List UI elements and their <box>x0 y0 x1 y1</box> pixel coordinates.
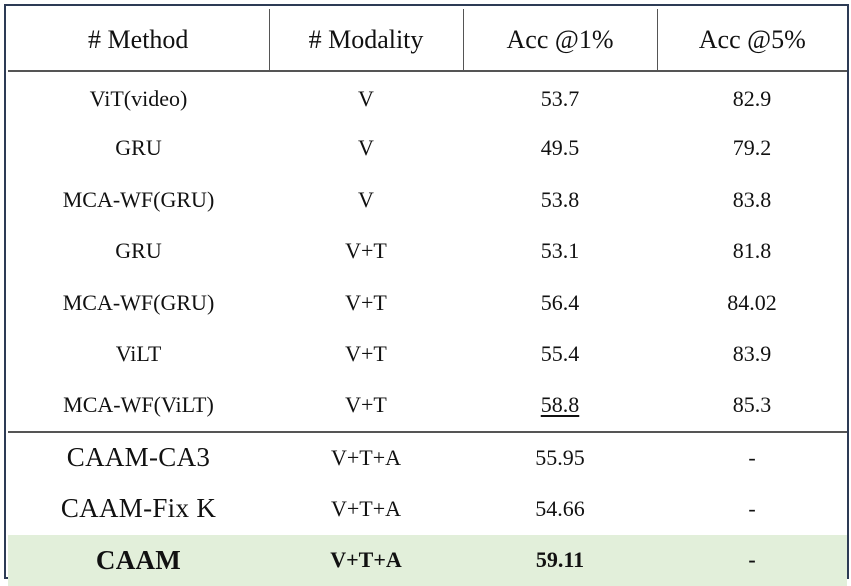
method-cell: CAAM <box>8 535 269 586</box>
modality-cell: V+T <box>269 329 463 381</box>
modality-cell: V+T+A <box>269 432 463 484</box>
acc1-cell: 56.4 <box>463 277 657 329</box>
table-row <box>8 380 847 432</box>
method-cell: GRU <box>8 226 269 278</box>
table-row <box>8 174 847 226</box>
acc5-cell: 79.2 <box>657 123 847 175</box>
acc1-cell: 55.95 <box>463 432 657 484</box>
method-cell: MCA-WF(GRU) <box>8 277 269 329</box>
method-cell: CAAM-Fix K <box>8 483 269 535</box>
header-acc-1: Acc @1% <box>463 9 657 71</box>
modality-cell: V <box>269 174 463 226</box>
results-table <box>8 9 847 586</box>
table-row <box>8 432 847 484</box>
acc1-cell: 53.7 <box>463 71 657 123</box>
method-cell: GRU <box>8 123 269 175</box>
table-row <box>8 329 847 381</box>
baseline-rows <box>8 71 847 432</box>
table-row <box>8 277 847 329</box>
acc1-cell: 55.4 <box>463 329 657 381</box>
header-row <box>8 9 847 71</box>
modality-cell: V+T <box>269 277 463 329</box>
acc5-cell: 81.8 <box>657 226 847 278</box>
method-cell: CAAM-CA3 <box>8 432 269 484</box>
acc1-cell: 54.66 <box>463 483 657 535</box>
modality-cell: V+T <box>269 226 463 278</box>
method-cell: ViLT <box>8 329 269 381</box>
acc5-cell: 83.8 <box>657 174 847 226</box>
modality-cell: V <box>269 123 463 175</box>
table-header <box>8 9 847 71</box>
acc1-cell: 59.11 <box>463 535 657 586</box>
acc5-cell: 82.9 <box>657 71 847 123</box>
highlighted-row <box>8 535 847 586</box>
acc1-cell: 53.1 <box>463 226 657 278</box>
proposed-rows <box>8 432 847 586</box>
modality-cell: V+T+A <box>269 483 463 535</box>
modality-cell: V <box>269 71 463 123</box>
header-method: # Method <box>8 9 269 71</box>
results-table-frame <box>4 4 849 579</box>
table-row <box>8 226 847 278</box>
modality-cell: V+T <box>269 380 463 432</box>
acc5-cell: - <box>657 535 847 586</box>
acc1-cell-second-best <box>463 380 657 432</box>
acc5-cell: - <box>657 432 847 484</box>
acc5-cell: 84.02 <box>657 277 847 329</box>
method-cell: MCA-WF(ViLT) <box>8 380 269 432</box>
acc1-cell: 49.5 <box>463 123 657 175</box>
table-row <box>8 123 847 175</box>
table-row <box>8 71 847 123</box>
modality-cell: V+T+A <box>269 535 463 586</box>
method-cell: ViT(video) <box>8 71 269 123</box>
method-cell: MCA-WF(GRU) <box>8 174 269 226</box>
acc5-cell: 83.9 <box>657 329 847 381</box>
header-modality: # Modality <box>269 9 463 71</box>
acc5-cell: 85.3 <box>657 380 847 432</box>
acc5-cell: - <box>657 483 847 535</box>
acc1-cell: 53.8 <box>463 174 657 226</box>
table-row <box>8 483 847 535</box>
second-best-value: 58.8 <box>541 392 580 417</box>
header-acc-5: Acc @5% <box>657 9 847 71</box>
